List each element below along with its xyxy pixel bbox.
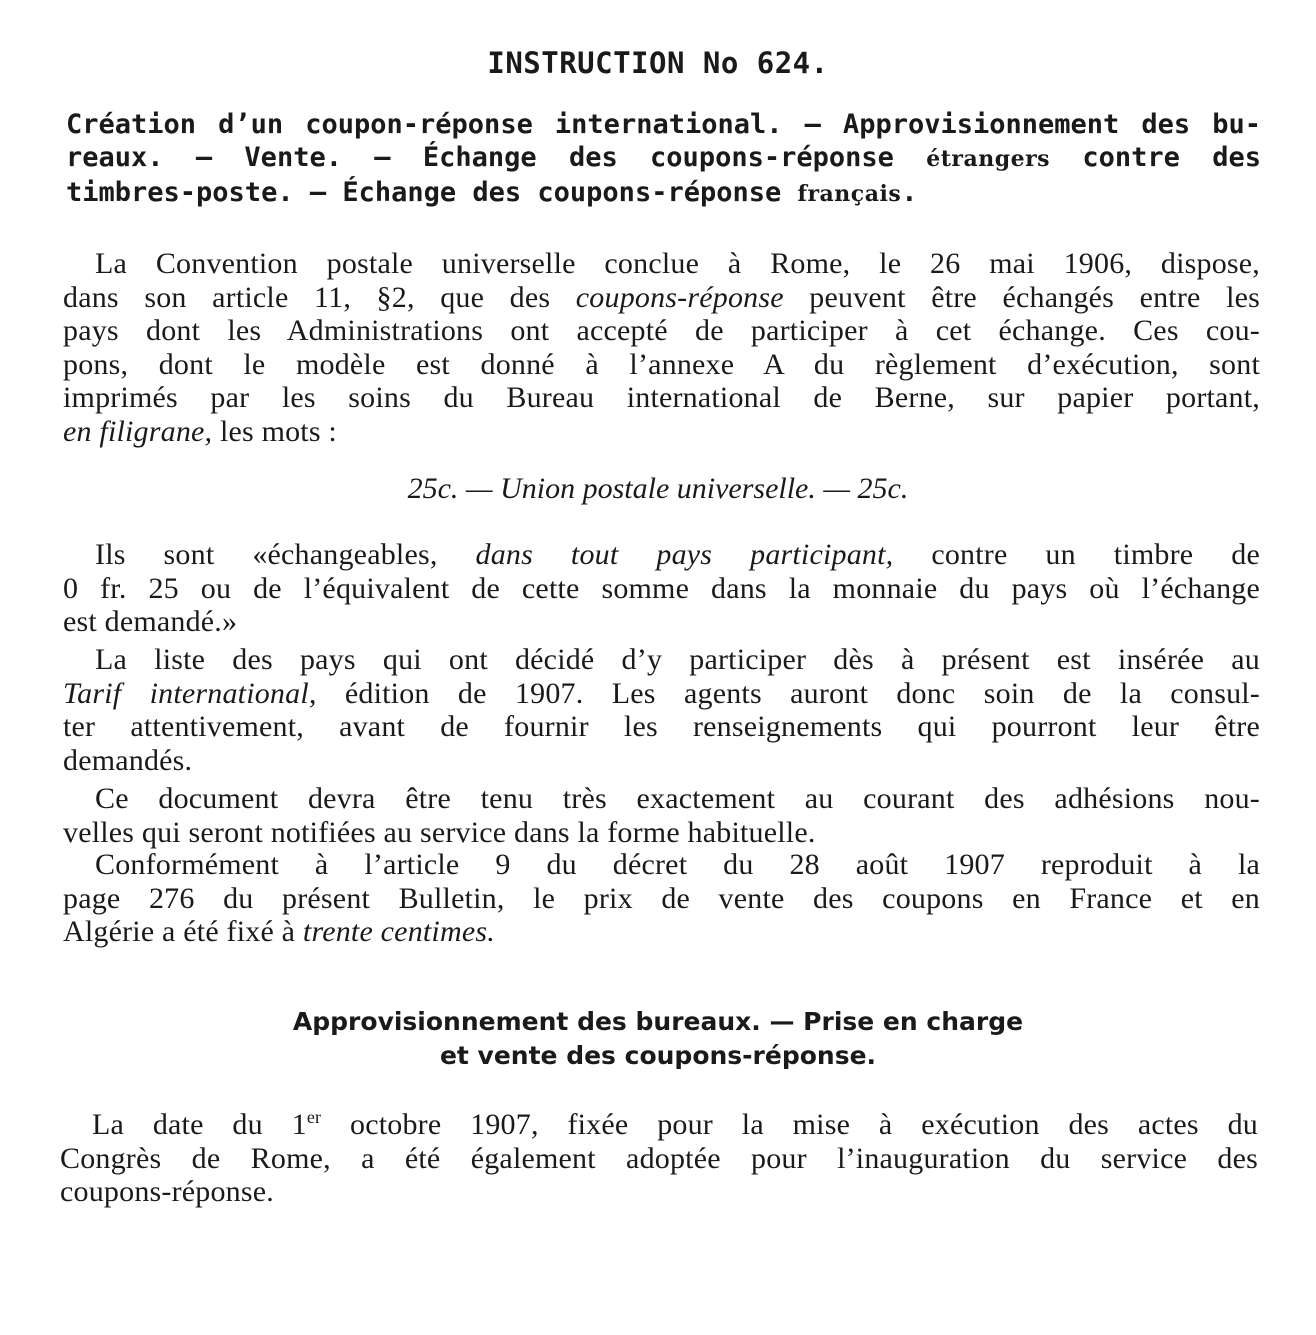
word-francais: français [797, 181, 902, 207]
subject-line-2: reaux. — Vente. — Échange des coupons-réponse étrangers contre des [66, 142, 1262, 173]
word-etrangers: étrangers [926, 146, 1051, 172]
para6-line-1: La date du 1er octobre 1907, fixée pour la mise à exécution des actes du [92, 1107, 1258, 1141]
section-heading-line-2: et vente des coupons-réponse. [439, 1041, 877, 1070]
para1-line-4: pons, dont le modèle est donné à l’annexe A du règlement d’exécution, sont [63, 347, 1260, 381]
subject-line-1: Création d’un coupon-réponse international. — Approvisionnement des bu- [66, 109, 1261, 140]
subject-line-3: timbres-poste. — Échange des coupons-réponse français. [66, 177, 918, 208]
paragraph-exchangeable [63, 538, 1260, 639]
paragraph-document-update [63, 782, 1260, 849]
instruction-subject [66, 108, 1261, 211]
para4-line-1: Ce document devra être tenu très exactement au courant des adhésions nou- [95, 782, 1260, 815]
para5-line-3: Algérie a été fixé à trente centimes. [63, 915, 495, 949]
section-heading [0, 1005, 1316, 1073]
paragraph-price [63, 848, 1260, 949]
para1-line-3: pays dont les Administrations ont accepté de participer à cet échange. Ces cou- [63, 314, 1260, 348]
para3-line-3: ter attentivement, avant de fournir les renseignements qui pourront leur être [63, 710, 1260, 744]
para1-line-1: La Convention postale universelle conclue à Rome, le 26 mai 1906, dispose, [95, 247, 1260, 280]
para1-line-5: imprimés par les soins du Bureau international de Berne, sur papier portant, [63, 381, 1260, 415]
para2-line-2: 0 fr. 25 ou de l’équivalent de cette somme dans la monnaie du pays où l’échange [63, 571, 1260, 605]
para3-line-2: Tarif international, édition de 1907. Les agents auront donc soin de la consul- [63, 676, 1260, 710]
watermark-text: 25c. — Union postale universelle. — 25c. [407, 472, 909, 505]
para4-line-2: velles qui seront notifiées au service dans la forme habituelle. [63, 815, 816, 849]
para2-line-3: est demandé.» [63, 605, 238, 639]
para3-line-1: La liste des pays qui ont décidé d’y participer dès à présent est insérée au [95, 643, 1260, 676]
paragraph-date [60, 1108, 1258, 1209]
para3-line-4: demandés. [63, 743, 193, 777]
paragraph-convention [63, 247, 1260, 449]
para1-line-2: dans son article 11, §2, que des coupons-réponse peuvent être échangés entre les [63, 280, 1260, 314]
para5-line-2: page 276 du présent Bulletin, le prix de vente des coupons en France et en [63, 881, 1260, 915]
instruction-title: INSTRUCTION No 624. [487, 46, 829, 80]
para5-line-1: Conformément à l’article 9 du décret du 28 août 1907 reproduit à la [95, 848, 1260, 881]
section-heading-line-1: Approvisionnement des bureaux. — Prise en charge [292, 1007, 1024, 1036]
paragraph-country-list [63, 643, 1260, 777]
para6-line-3: coupons-réponse. [60, 1175, 274, 1209]
para6-line-2: Congrès de Rome, a été également adoptée pour l’inauguration du service des [60, 1141, 1258, 1175]
para1-line-6: en filigrane, les mots : [63, 414, 337, 448]
para2-line-1: Ils sont «échangeables, dans tout pays participant, contre un timbre de [95, 538, 1260, 571]
